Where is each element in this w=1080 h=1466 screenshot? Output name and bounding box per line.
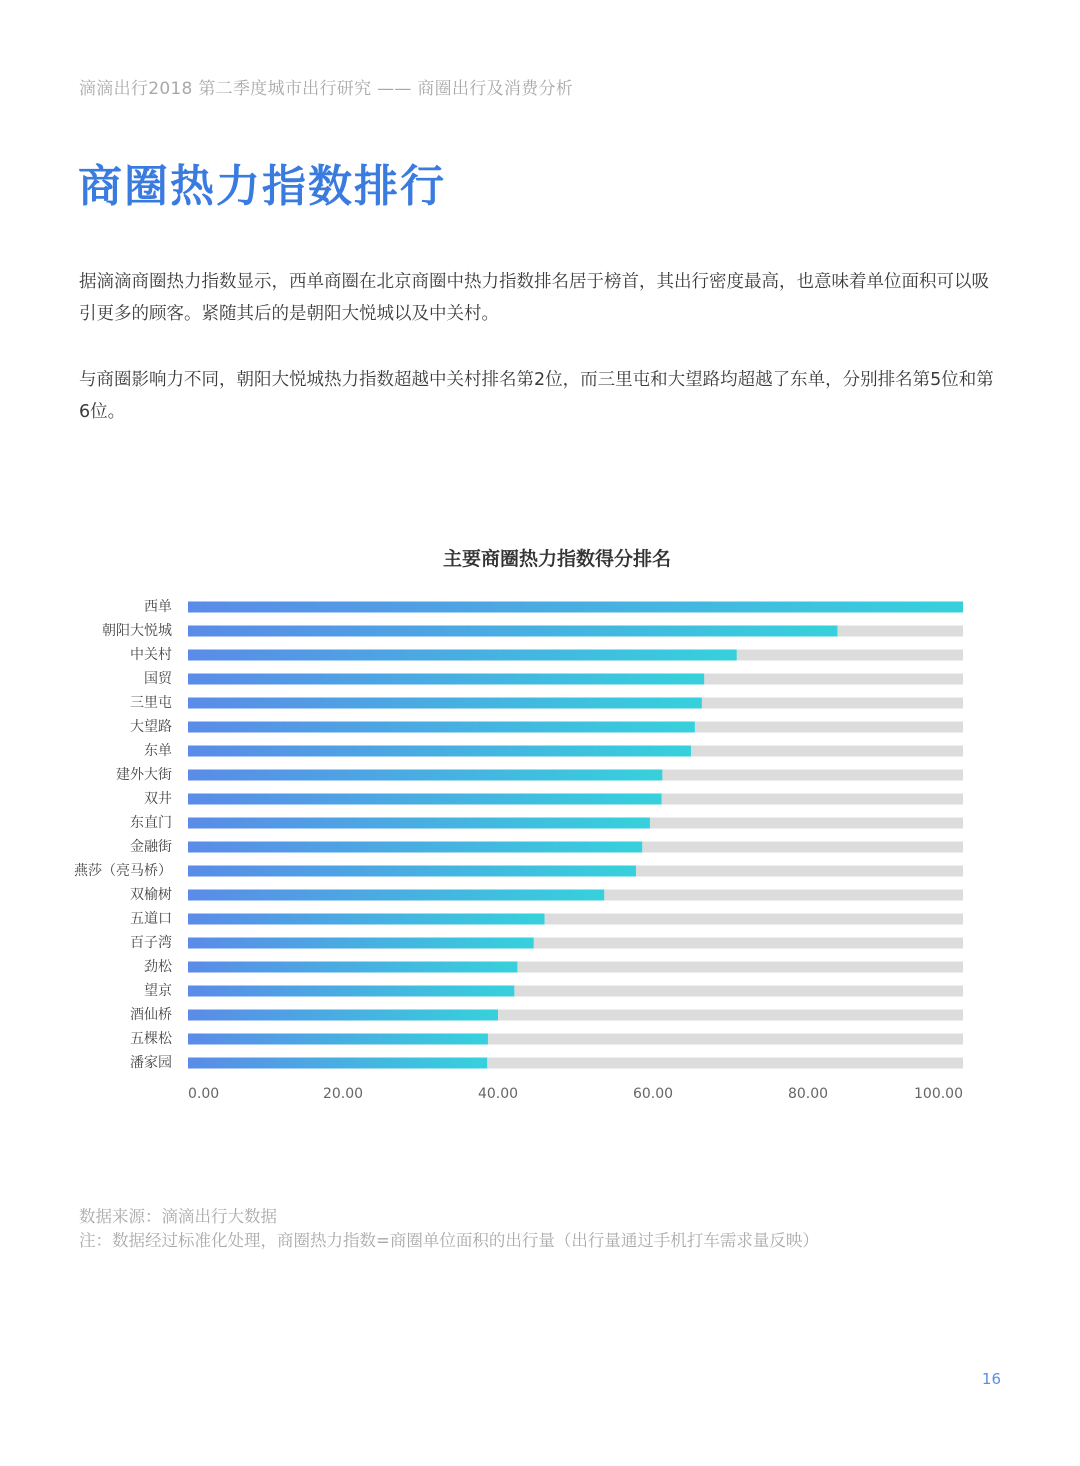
category-label: 西单: [144, 599, 172, 615]
x-tick-label: 100.00: [914, 1086, 963, 1102]
bar: [188, 650, 737, 661]
bar: [188, 818, 650, 829]
x-tick-label: 80.00: [787, 1086, 829, 1102]
running-header: 滴滴出行2018 第二季度城市出行研究 —— 商圈出行及消费分析: [79, 79, 574, 99]
bar: [188, 866, 636, 877]
bar: [188, 1034, 488, 1045]
category-label: 东单: [144, 743, 172, 759]
x-tick-label: 60.00: [632, 1086, 674, 1102]
methodology-note: 注：数据经过标准化处理，商圈热力指数=商圈单位面积的出行量（出行量通过手机打车需求量反映）: [79, 1231, 819, 1250]
category-label: 潘家园: [130, 1055, 172, 1071]
category-label: 望京: [144, 983, 172, 999]
category-label: 建外大街: [116, 767, 172, 783]
body-paragraph-1: 据滴滴商圈热力指数显示，西单商圈在北京商圈中热力指数排名居于榜首，其出行密度最高，也意味着单位面积可以吸引更多的顾客。紧随其后的是朝阳大悦城以及中关村。: [79, 272, 989, 324]
x-tick-label: 20.00: [322, 1086, 364, 1102]
category-label: 燕莎（亮马桥）: [74, 863, 172, 879]
bar: [188, 770, 662, 781]
bar: [188, 1058, 487, 1069]
category-label: 三里屯: [130, 695, 172, 711]
category-label: 五棵松: [130, 1031, 172, 1047]
page-title: 商圈热力指数排行: [78, 161, 446, 212]
body-paragraph-2: 与商圈影响力不同，朝阳大悦城热力指数超越中关村排名第2位，而三里屯和大望路均超越了东单，分别排名第5位和第6位。: [79, 370, 994, 422]
bar: [188, 1010, 498, 1021]
category-label: 酒仙桥: [130, 1007, 172, 1023]
bar: [188, 602, 963, 613]
bar: [188, 794, 662, 805]
bar: [188, 962, 517, 973]
category-label: 国贸: [144, 671, 172, 687]
bar: [188, 746, 691, 757]
bar: [188, 626, 837, 637]
category-label: 双榆树: [130, 887, 172, 903]
bar: [188, 986, 514, 997]
category-label: 大望路: [130, 719, 172, 735]
bars-group: [74, 599, 963, 1071]
footer-notes: [79, 1205, 819, 1253]
x-axis-ticks: [188, 1086, 963, 1102]
bar-chart: [0, 590, 1080, 1120]
bar: [188, 722, 695, 733]
bar: [188, 914, 545, 925]
category-label: 朝阳大悦城: [102, 623, 172, 639]
category-label: 中关村: [130, 647, 172, 663]
chart-title: 主要商圈热力指数得分排名: [442, 548, 671, 570]
category-label: 金融街: [130, 839, 172, 855]
x-tick-label: 40.00: [477, 1086, 519, 1102]
bar: [188, 698, 702, 709]
category-label: 百子湾: [130, 935, 172, 951]
category-label: 双井: [144, 791, 172, 807]
category-label: 五道口: [130, 911, 172, 927]
category-label: 东直门: [130, 815, 172, 831]
category-label: 劲松: [144, 959, 172, 975]
bar: [188, 890, 604, 901]
x-tick-label: 0.00: [188, 1086, 220, 1102]
bar: [188, 842, 642, 853]
page-number: 16: [981, 1370, 1001, 1388]
bar: [188, 938, 534, 949]
bar: [188, 674, 704, 685]
source-note: 数据来源：滴滴出行大数据: [79, 1207, 277, 1226]
